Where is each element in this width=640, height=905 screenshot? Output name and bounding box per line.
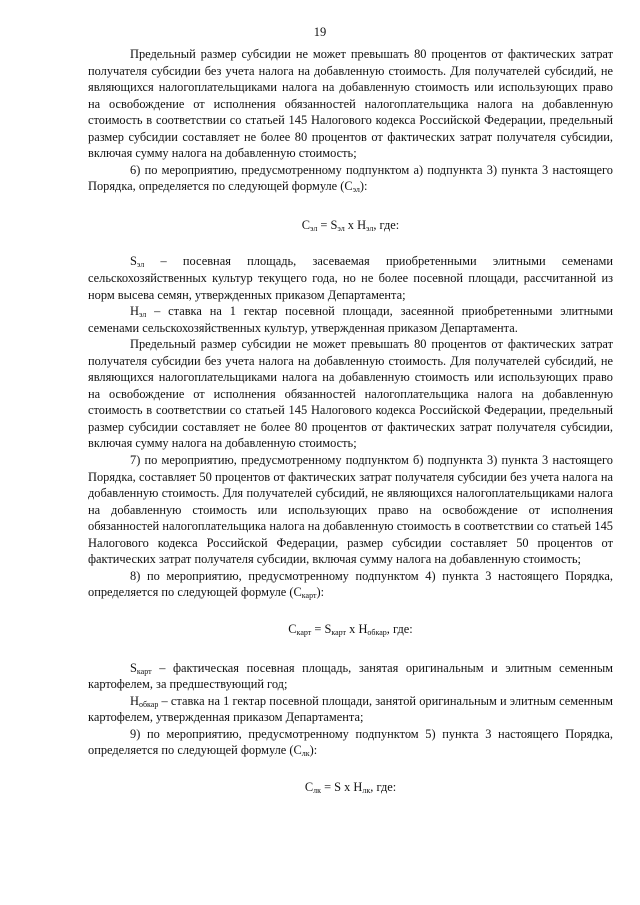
formula-elite-seeds: $С_{эл} = S_{эл}$ x $Н_{эл}$, где: xyxy=(301,217,400,233)
page-number: 19 xyxy=(313,25,327,39)
definition-s-el: $S_{эл}$ – посевная площадь, засеваемая приобретенными элитными семенами сельскохозяйственных культур текущего года, но не более посевной площади, рассчитанной из норм высева семян, утвержденных приказом Департамента; xyxy=(88,254,613,302)
definition-h-el: $Н_{эл}$ – ставка на 1 гектар посевной площади, засеянной приобретенными элитными семенами сельскохозяйственных культур, утвержденная приказом Департамента. xyxy=(88,304,613,335)
paragraph-item-9: 9) по мероприятию, предусмотренному подпунктом 5) пункта 3 настоящего Порядка, определяется по следующей формуле $(С_{лк})$: xyxy=(88,726,613,759)
paragraph-item-7: 7) по мероприятию, предусмотренному подпунктом б) подпункта 3) пункта 3 настоящего Порядка, составляет 50 процентов от фактических затрат получателя субсидии без учета налога на добавленную стоимость. Для получателей субсидий, не являющихся налогоплательщиками налога на добавленную стоимость или использующих право на освобождение от исполнения обязанностей налогоплательщика налога на добавленную стоимость в соответствии со статьей 145 Налогового кодекса Российской Федерации, размер субсидии составляет 50 процентов от фактических затрат получателя субсидии, включая сумму налога на добавленную стоимость; xyxy=(88,453,613,567)
document-body xyxy=(88,46,613,795)
paragraph-subsidy-limit-1: Предельный размер субсидии не может превышать 80 процентов от фактических затрат получателя субсидии без учета налога на добавленную стоимость. Для получателей субсидий, не являющихся налогоплательщиками налога на добавленную стоимость или использующих право на освобождение от исполнения обязанностей налогоплательщика налога на добавленную стоимость в соответствии со статьей 145 Налогового кодекса Российской Федерации, предельный размер субсидии составляет не более 80 процентов от фактических затрат получателя субсидии, включая сумму налога на добавленную стоимость; xyxy=(88,47,613,161)
definition-s-kart: $S_{карт}$ – фактическая посевная площадь, занятая оригинальным и элитным семенным картофелем, за предшествующий год; xyxy=(88,660,613,692)
paragraph-item-8: 8) по мероприятию, предусмотренному подпунктом 4) пункта 3 настоящего Порядка, определяется по следующей формуле $(С_{карт})$: xyxy=(88,568,613,601)
definition-h-obkar: $Н_{обкар}$ – ставка на 1 гектар посевной площади, занятой оригинальным и элитным семенным картофелем, утвержденная приказом Департамента; xyxy=(88,693,613,725)
formula-potato: $С_{карт} = S_{карт}$ x $Н_{обкар}$, где: xyxy=(288,621,413,637)
paragraph-subsidy-limit-2: Предельный размер субсидии не может превышать 80 процентов от фактических затрат получателя субсидии без учета налога на добавленную стоимость. Для получателей субсидий, не являющихся налогоплательщиками налога на добавленную стоимость или использующих право на освобождение от исполнения обязанностей налогоплательщика налога на добавленную стоимость в соответствии со статьей 145 Налогового кодекса Российской Федерации, предельный размер субсидии составляет не более 80 процентов от фактических затрат получателя субсидии, включая сумму налога на добавленную стоимость; xyxy=(88,337,613,451)
formula-flax: $С_{лк} = S$ x $Н_{лк}$, где: xyxy=(304,779,397,795)
paragraph-item-6: 6) по мероприятию, предусмотренному подпунктом а) подпункта 3) пункта 3 настоящего Порядка, определяется по следующей формуле $(С_{эл})$: xyxy=(88,162,613,195)
